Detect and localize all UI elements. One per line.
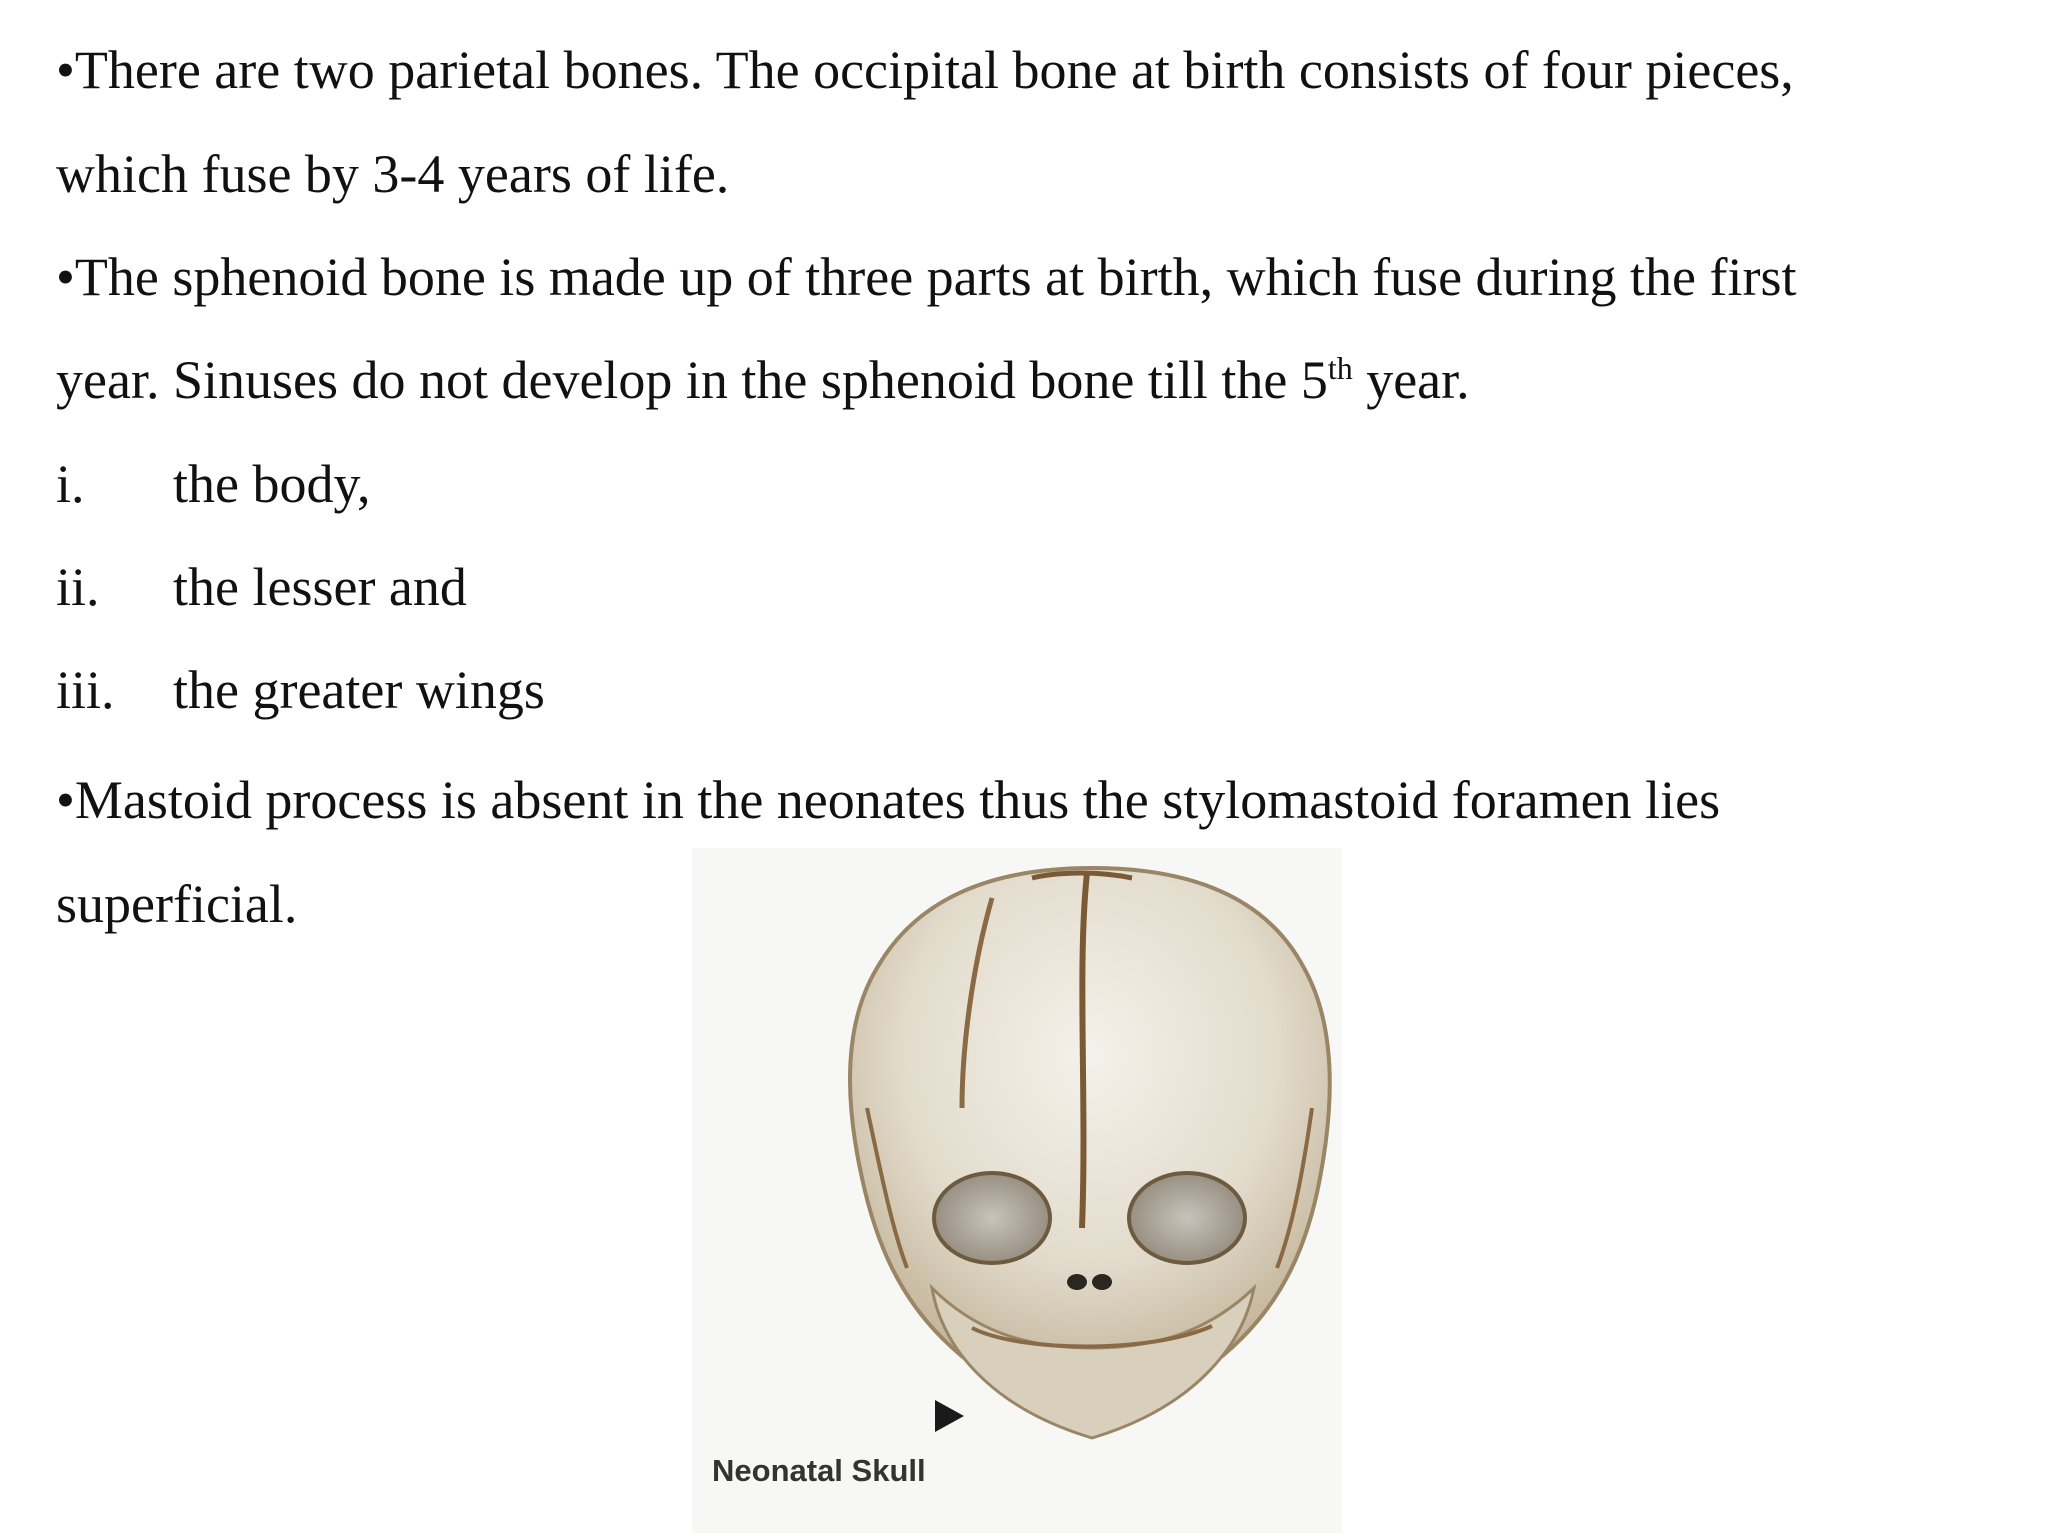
list-marker: ii. xyxy=(56,557,100,617)
ordinal-superscript: th xyxy=(1327,350,1353,386)
list-item-body xyxy=(56,452,370,516)
list-item-lesser xyxy=(56,555,467,619)
paragraph-sphenoid-line-2 xyxy=(56,348,1470,412)
list-item-text: the lesser and xyxy=(173,557,467,617)
paragraph-mastoid-line-1: •Mastoid process is absent in the neonates thus the stylomastoid foramen lies xyxy=(56,770,1721,830)
paragraph-parietal-line-2: which fuse by 3-4 years of life. xyxy=(56,144,730,204)
list-marker: i. xyxy=(56,454,85,514)
list-item-text: the body, xyxy=(173,454,371,514)
list-item-text: the greater wings xyxy=(173,660,545,720)
paragraph-mastoid-line-2: superficial. xyxy=(56,874,298,934)
paragraph-parietal-line-1: •There are two parietal bones. The occipital bone at birth consists of four pieces, xyxy=(56,40,1794,100)
neonatal-skull-figure xyxy=(692,848,1342,1533)
sphenoid-text-before: year. Sinuses do not develop in the sphenoid bone till the 5 xyxy=(56,350,1328,410)
figure-caption: Neonatal Skull xyxy=(712,1453,926,1488)
skull-illustration-icon xyxy=(692,848,1342,1533)
list-item-greater xyxy=(56,658,545,722)
sphenoid-text-after: year. xyxy=(1352,350,1470,410)
list-marker: iii. xyxy=(56,660,115,720)
paragraph-sphenoid-line-1: •The sphenoid bone is made up of three parts at birth, which fuse during the first xyxy=(56,247,1797,307)
